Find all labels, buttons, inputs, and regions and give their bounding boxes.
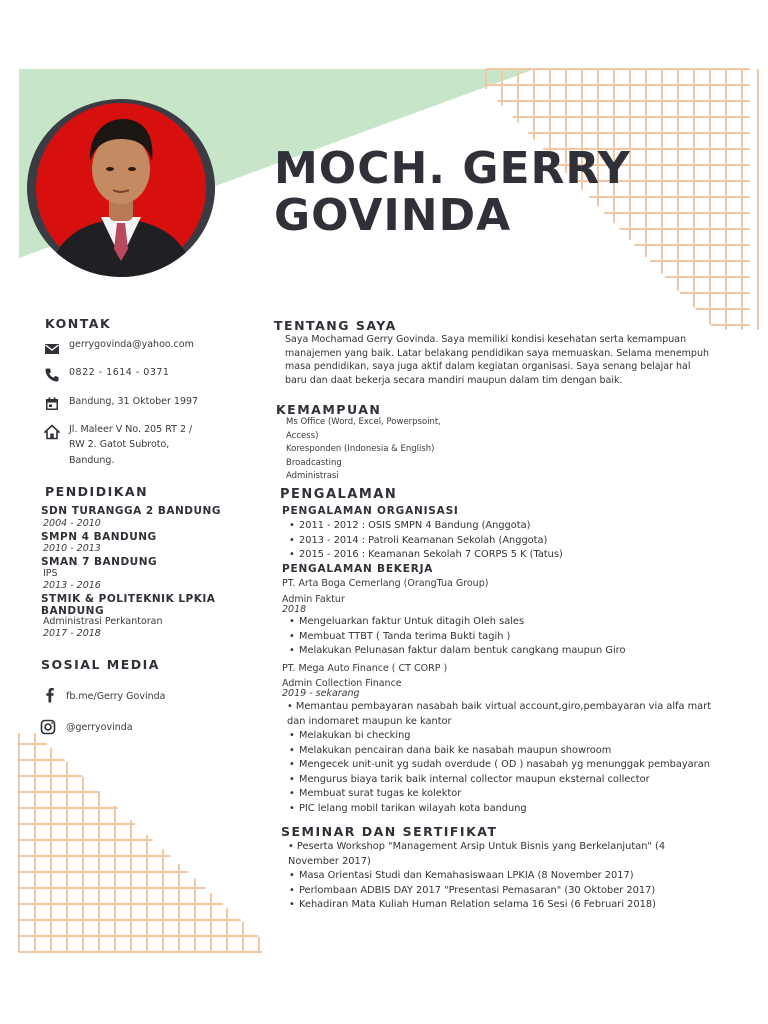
- about-heading: TENTANG SAYA: [274, 318, 397, 333]
- job2-duty-first-line2: dan indomaret maupun ke kantor: [287, 715, 452, 727]
- contact-address-1: Jl. Maleer V No. 205 RT 2 /: [69, 424, 193, 435]
- education-years-1: 2004 - 2010: [43, 518, 101, 529]
- job1-company: PT. Arta Boga Cemerlang (OrangTua Group): [282, 578, 489, 589]
- job2-duty: • Membuat surat tugas ke kolektor: [289, 787, 710, 802]
- job2-year: 2019 - sekarang: [282, 688, 360, 699]
- job2-duty: • PIC lelang mobil tarikan wilayah kota bandung: [289, 802, 710, 817]
- education-years-2: 2010 - 2013: [43, 543, 101, 554]
- about-line: manajemen yang baik. Latar belakang pendidikan saya memuaskan. Selama menempuh: [285, 347, 709, 359]
- contact-address-2: RW 2. Gatot Subroto,: [69, 439, 170, 450]
- about-line: baru dan daat bekerja secara mandiri maupun dalam tim dengan baik.: [285, 374, 623, 386]
- home-icon: [44, 424, 60, 440]
- mail-icon: [44, 341, 60, 357]
- name-line-1: MOCH. GERRY: [274, 143, 631, 194]
- job2-company: PT. Mega Auto Finance ( CT CORP ): [282, 663, 448, 674]
- education-school-1: SDN TURANGGA 2 BANDUNG: [41, 505, 221, 517]
- facebook-link[interactable]: fb.me/Gerry Govinda: [66, 691, 166, 702]
- contact-birth: Bandung, 31 Oktober 1997: [69, 396, 199, 407]
- skill-item: Access): [286, 430, 319, 441]
- seminar-first-line1: Peserta Workshop "Management Arsip Untuk Bisnis yang Berkelanjutan" (4: [296, 841, 666, 852]
- contact-email: gerrygovinda@yahoo.com: [69, 339, 194, 350]
- instagram-icon: [40, 719, 56, 735]
- instagram-link[interactable]: @gerryovinda: [66, 722, 133, 733]
- seminar-heading: SEMINAR DAN SERTIFIKAT: [281, 824, 498, 839]
- org-experience-heading: PENGALAMAN ORGANISASI: [282, 505, 459, 517]
- seminar-list: [289, 869, 656, 913]
- contact-address-3: Bandung.: [69, 455, 115, 466]
- skill-item: Broadcasting: [286, 457, 342, 468]
- skill-item: Administrasi: [286, 471, 339, 481]
- job2-duty-first-line1: Memantau pembayaran nasabah baik virtual account,giro,pembayaran via alfa mart: [295, 701, 712, 712]
- phone-icon: [44, 367, 60, 383]
- experience-heading: PENGALAMAN: [280, 487, 398, 502]
- profile-photo: [27, 99, 215, 277]
- job2-duty-first: • Memantau pembayaran nasabah baik virtual account,giro,pembayaran via alfa mart dan indomaret maupun ke kantor: [287, 700, 711, 729]
- education-years-4: 2017 - 2018: [43, 628, 101, 639]
- job2-duty: • Melakukan bi checking: [289, 729, 710, 744]
- skills-list: [286, 416, 441, 484]
- seminar-item: • Kehadiran Mata Kuliah Human Relation selama 16 Sesi (6 Februari 2018): [289, 898, 656, 913]
- job2-role: Admin Collection Finance: [282, 678, 402, 689]
- job2-duty: • Mengecek unit-unit yg sudah overdude ( OD ) nasabah yg menunggak pembayaran: [289, 758, 710, 773]
- seminar-first-line2: November 2017): [288, 855, 371, 867]
- skill-item: Koresponden (Indonesia & English): [286, 444, 435, 454]
- education-school-4: STMIK & POLITEKNIK LPKIA: [41, 593, 216, 605]
- org-experience-item: • 2011 - 2012 : OSIS SMPN 4 Bandung (Anggota): [289, 519, 563, 534]
- name-line-2: GOVINDA: [274, 190, 512, 241]
- grid-pattern-bottom: [19, 733, 262, 952]
- education-school-3: SMAN 7 BANDUNG: [41, 556, 158, 568]
- contact-heading: KONTAK: [45, 316, 112, 331]
- education-school-4b: BANDUNG: [41, 605, 105, 617]
- skill-item: Ms Office (Word, Excel, Powerpsoint,: [286, 417, 441, 427]
- seminar-first-item: • Peserta Workshop "Management Arsip Untuk Bisnis yang Berkelanjutan" (4 November 2017): [288, 840, 665, 869]
- about-line: masa pendidikan, saya juga aktif dalam kegiatan organisasi. Saya senang belajar hal: [285, 361, 691, 372]
- job1-duties: [289, 615, 625, 659]
- education-years-3: 2013 - 2016: [43, 580, 101, 591]
- education-major-3: IPS: [43, 568, 58, 579]
- job1-role: Admin Faktur: [282, 594, 345, 605]
- facebook-icon: [42, 687, 58, 703]
- grid-pattern-top: [486, 69, 758, 330]
- work-experience-heading: PENGALAMAN BEKERJA: [282, 563, 434, 575]
- org-experience-item: • 2015 - 2016 : Keamanan Sekolah 7 CORPS 5 K (Tatus): [289, 548, 563, 563]
- calendar-icon: [44, 396, 60, 412]
- seminar-item: • Perlombaan ADBIS DAY 2017 "Presentasi Pemasaran" (30 Oktober 2017): [289, 884, 656, 899]
- job2-duty: • Melakukan pencairan dana baik ke nasabah maupun showroom: [289, 744, 710, 759]
- org-experience-item: • 2013 - 2014 : Patroli Keamanan Sekolah (Anggota): [289, 534, 563, 549]
- contact-phone: 0822 - 1614 - 0371: [69, 367, 170, 378]
- about-line: Saya Mochamad Gerry Govinda. Saya memiliki kondisi kesehatan serta kemampuan: [285, 334, 687, 345]
- skills-heading: KEMAMPUAN: [276, 402, 382, 417]
- org-experience-list: [289, 519, 563, 563]
- education-school-2: SMPN 4 BANDUNG: [41, 531, 157, 543]
- about-text: [285, 333, 709, 387]
- job1-duty: • Membuat TTBT ( Tanda terima Bukti tagih ): [289, 630, 625, 645]
- job1-year: 2018: [282, 604, 307, 615]
- job2-duty: • Mengurus biaya tarik baik internal collector maupun eksternal collector: [289, 773, 710, 788]
- social-heading: SOSIAL MEDIA: [41, 657, 160, 672]
- seminar-item: • Masa Orientasi Studi dan Kemahasiswaan LPKIA (8 November 2017): [289, 869, 656, 884]
- job1-duty: • Melakukan Pelunasan faktur dalam bentuk cangkang maupun Giro: [289, 644, 625, 659]
- education-major-4: Administrasi Perkantoran: [43, 616, 163, 627]
- education-heading: PENDIDIKAN: [45, 484, 149, 499]
- job1-duty: • Mengeluarkan faktur Untuk ditagih Oleh sales: [289, 615, 625, 630]
- job2-duties: [289, 729, 710, 816]
